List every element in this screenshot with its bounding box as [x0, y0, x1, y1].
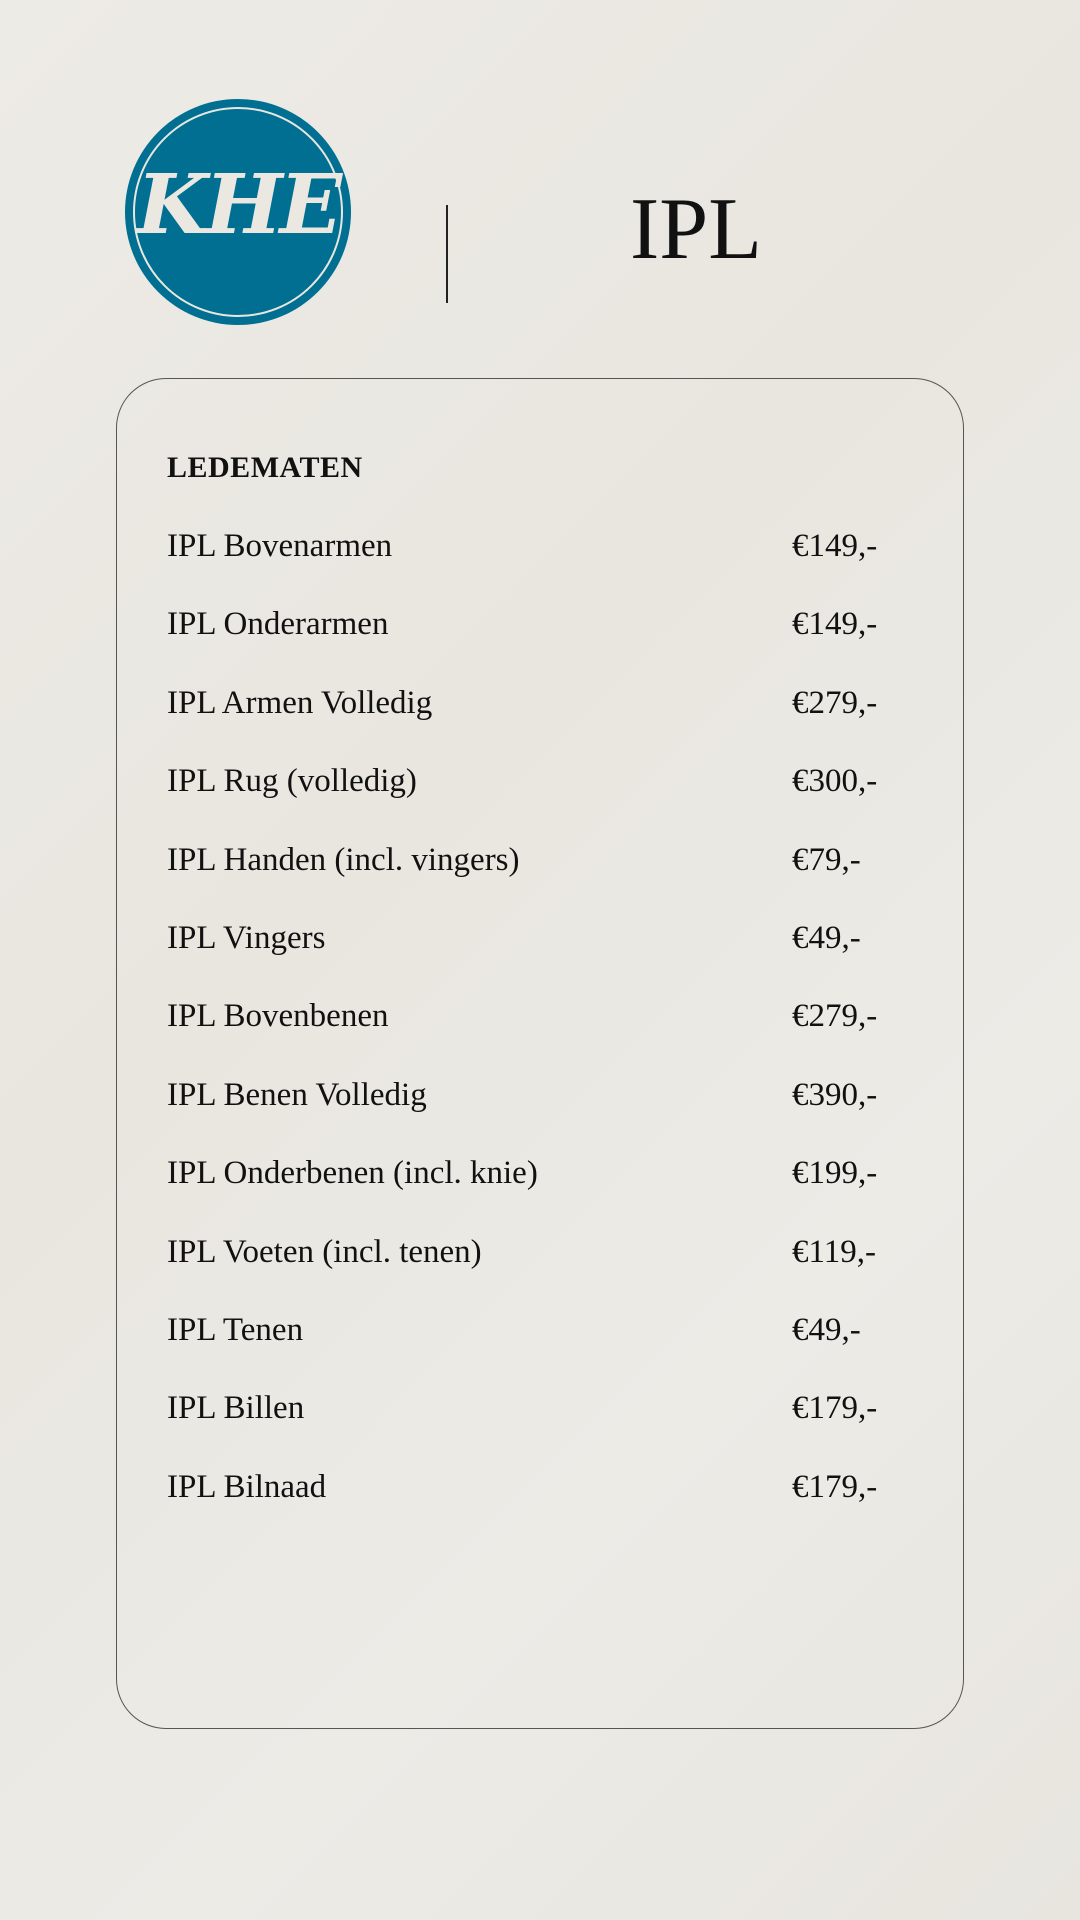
item-name: IPL Bovenarmen	[167, 528, 393, 564]
price-list-item	[167, 1467, 927, 1507]
item-name: IPL Onderarmen	[167, 606, 389, 643]
item-name: IPL Handen (incl. vingers)	[167, 841, 520, 878]
item-name: IPL Vingers	[167, 920, 326, 956]
item-name: IPL Bilnaad	[167, 1468, 327, 1505]
item-price: €119,-	[792, 1233, 877, 1270]
item-price: €149,-	[792, 606, 878, 643]
price-list-item	[167, 1153, 927, 1193]
section-heading: LEDEMATEN	[167, 451, 363, 484]
price-list-item	[167, 1075, 927, 1115]
item-name: IPL Rug (volledig)	[167, 763, 417, 800]
item-name: IPL Benen Volledig	[167, 1076, 427, 1113]
item-name: IPL Billen	[167, 1390, 305, 1427]
item-price: €149,-	[792, 528, 878, 564]
price-list-card	[116, 378, 964, 1729]
price-list-item	[167, 1310, 927, 1350]
item-price: €179,-	[792, 1390, 878, 1427]
khe-logo	[125, 99, 351, 325]
item-price: €199,-	[792, 1155, 878, 1192]
price-list-item	[167, 683, 927, 723]
item-price: €279,-	[792, 684, 878, 721]
item-price: €300,-	[792, 763, 878, 800]
price-list-item	[167, 604, 927, 644]
item-price: €49,-	[792, 1312, 861, 1348]
price-list-item	[167, 840, 927, 880]
item-price: €279,-	[792, 998, 878, 1035]
price-list-item	[167, 1232, 927, 1272]
price-list-item	[167, 526, 927, 566]
logo-text: KHE	[136, 157, 340, 253]
item-name: IPL Tenen	[167, 1312, 304, 1348]
item-name: IPL Voeten (incl. tenen)	[167, 1233, 482, 1270]
item-price: €390,-	[792, 1076, 878, 1113]
item-price: €179,-	[792, 1468, 878, 1505]
price-list-item	[167, 761, 927, 801]
header-divider	[446, 205, 448, 303]
item-name: IPL Armen Volledig	[167, 684, 433, 721]
item-price: €49,-	[792, 920, 861, 956]
price-list-item	[167, 918, 927, 958]
item-name: IPL Bovenbenen	[167, 998, 389, 1035]
price-list-item	[167, 996, 927, 1036]
price-list-item	[167, 1388, 927, 1428]
page-title: IPL	[630, 181, 762, 278]
item-name: IPL Onderbenen (incl. knie)	[167, 1155, 538, 1192]
item-price: €79,-	[792, 841, 861, 878]
